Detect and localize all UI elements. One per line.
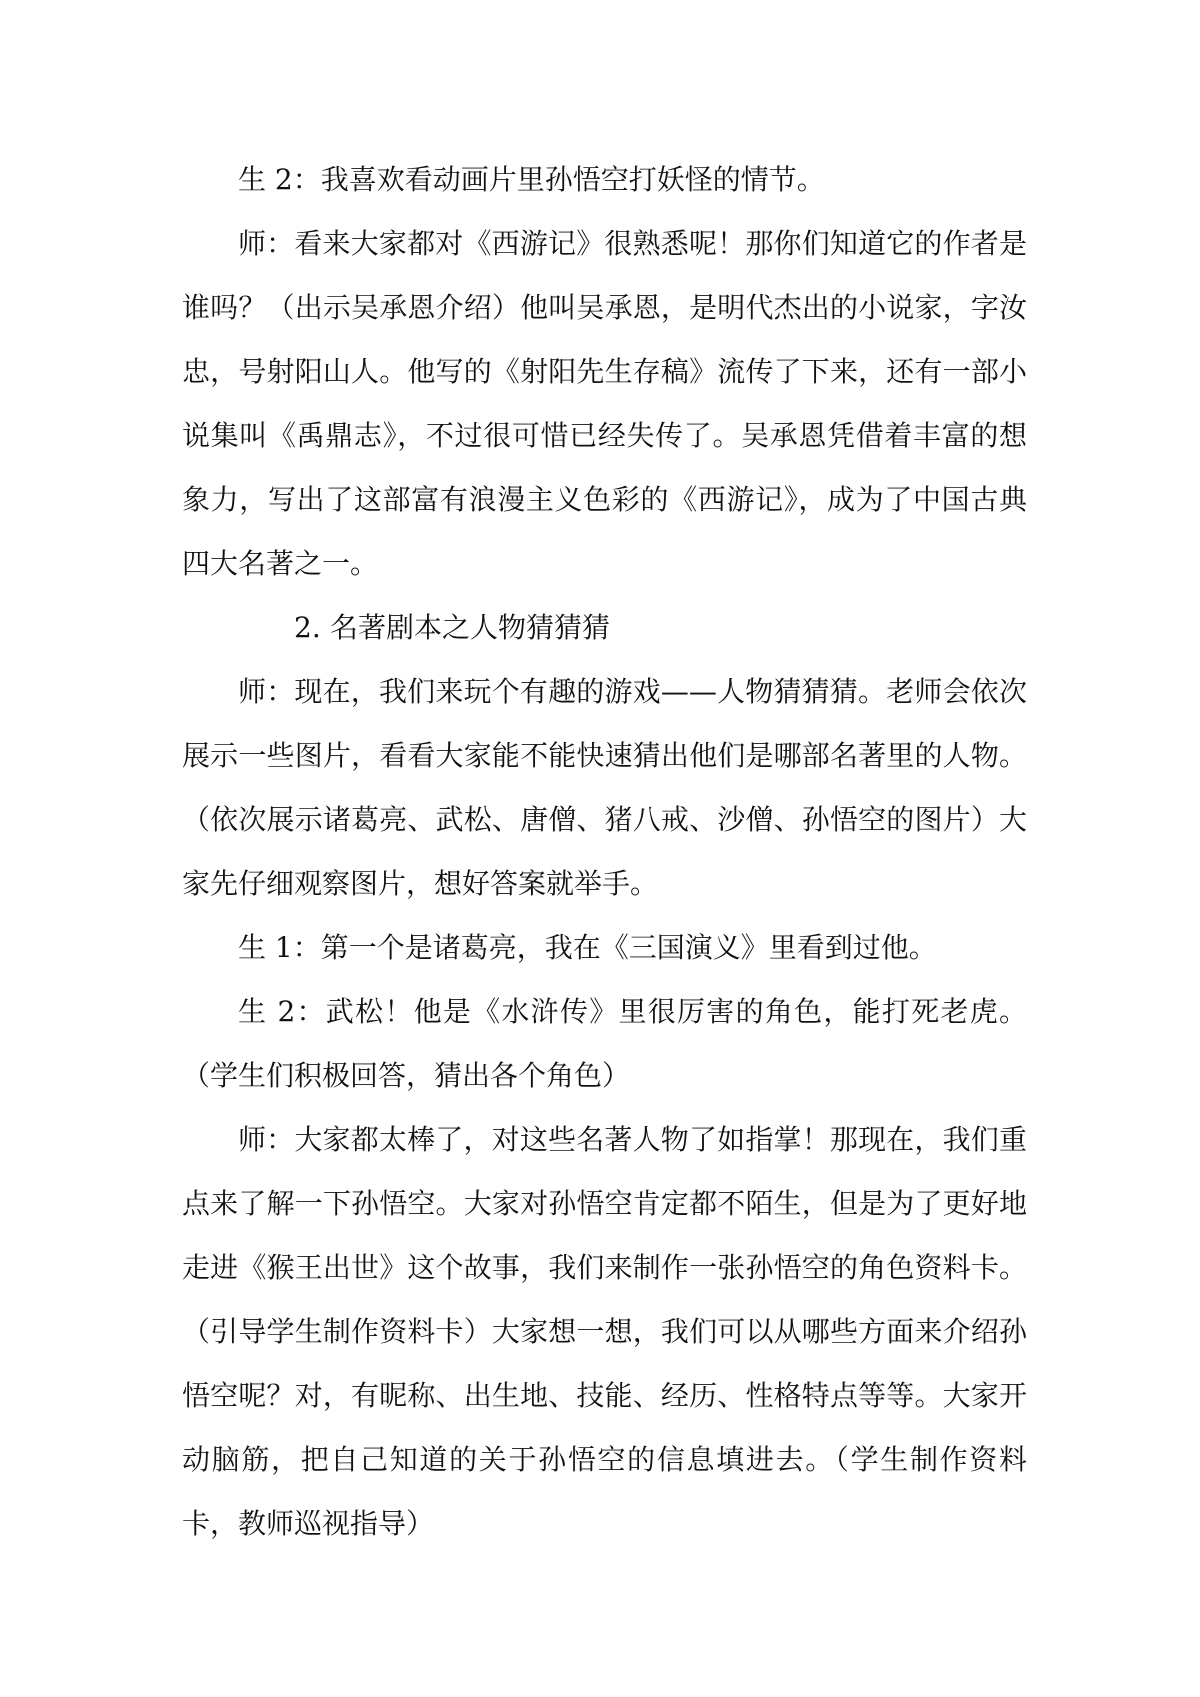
- paragraph-teacher-author-intro: 师：看来大家都对《西游记》很熟悉呢！那你们知道它的作者是谁吗？（出示吴承恩介绍）他叫吴承恩，是明代杰出的小说家，字汝忠，号射阳山人。他写的《射阳先生存稿》流传了下来，还有一部小说集叫《禹鼎志》，不过很可惜已经失传了。吴承恩凭借着丰富的想象力，写出了这部富有浪漫主义色彩的《西游记》，成为了中国古典四大名著之一。: [182, 227, 1027, 580]
- paragraph-teacher-profile-card: 师：大家都太棒了，对这些名著人物了如指掌！那现在，我们重点来了解一下孙悟空。大家对孙悟空肯定都不陌生，但是为了更好地走进《猴王出世》这个故事，我们来制作一张孙悟空的角色资料卡。（引导学生制作资料卡）大家想一想，我们可以从哪些方面来介绍孙悟空呢？对，有昵称、出生地、技能、经历、性格特点等等。大家开动脑筋，把自己知道的关于孙悟空的信息填进去。（学生制作资料卡，教师巡视指导）: [182, 1123, 1027, 1540]
- section-title: 名著剧本之人物猜猜猜: [330, 611, 611, 644]
- paragraph-student-1-answer: 生 1：第一个是诸葛亮，我在《三国演义》里看到过他。: [238, 931, 937, 964]
- paragraph-teacher-guessing-game: 师：现在，我们来玩个有趣的游戏——人物猜猜猜。老师会依次展示一些图片，看看大家能不能快速猜出他们是哪部名著里的人物。（依次展示诸葛亮、武松、唐僧、猪八戒、沙僧、孙悟空的图片）大家先仔细观察图片，想好答案就举手。: [182, 675, 1027, 900]
- paragraph-student-2-cartoon: 生 2：我喜欢看动画片里孙悟空打妖怪的情节。: [238, 163, 825, 196]
- paragraph-student-2-answer: 生 2：武松！他是《水浒传》里很厉害的角色，能打死老虎。（学生们积极回答，猜出各个角色）: [182, 995, 1027, 1092]
- section-heading: [182, 596, 1027, 660]
- section-number: 2.: [294, 611, 321, 644]
- document-body: [182, 148, 1027, 1556]
